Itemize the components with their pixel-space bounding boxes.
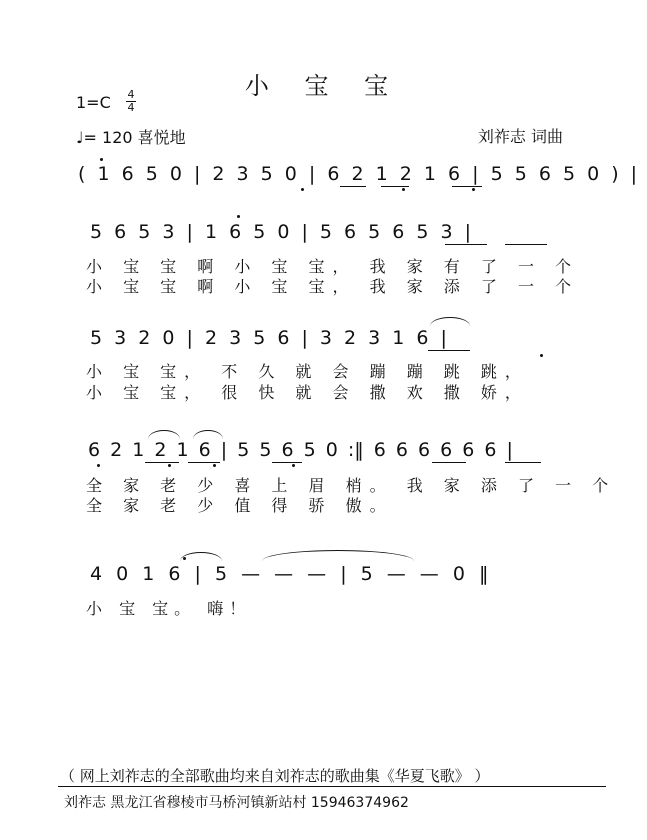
footer-divider [58,786,606,787]
high-octave-dot [100,158,103,161]
line2-lyric1: 小 宝 宝， 不 久 就 会 蹦 蹦 跳 跳， [86,362,529,381]
eighth-underline [272,462,302,463]
line1-notes: 5 6 5 3 | 1 6 5 0 | 5 6 5 6 5 3 | [90,221,472,243]
low-octave-dot [472,188,475,191]
low-octave-dot [540,354,543,357]
line2-notes: 5 3 2 0 | 2 3 5 6 | 3 2 3 1 6 | [90,327,447,349]
low-octave-dot [97,464,100,467]
high-octave-dot [237,215,240,218]
time-signature-bottom: 4 [127,101,135,114]
line1-lyric2: 小 宝 宝 啊 小 宝 宝， 我 家 添 了 一 个 [86,277,580,296]
low-octave-dot [213,464,216,467]
low-octave-dot [168,464,171,467]
eighth-underline [145,462,179,463]
line4-lyric1: 小 宝 宝。 嗨！ [86,599,252,618]
line3-lyric2: 全 家 老 少 值 得 骄 傲。 [86,496,394,515]
low-octave-dot [292,464,295,467]
eighth-underline [505,462,541,463]
slur [430,317,470,326]
footer-note: （ 网上刘祚志的全部歌曲均来自刘祚志的歌曲集《华夏飞歌》 ） [60,767,490,785]
high-octave-dot [183,557,186,560]
key-signature: 1=C [76,93,111,112]
eighth-underline [188,462,220,463]
eighth-underline [340,186,366,187]
eighth-underline [445,244,487,245]
line3-notes: 6 2 1 2 1 6 | 5 5 6 5 0 :‖ 6 6 6 6 6 6 | [88,439,513,461]
tempo-marking: ♩= 120 喜悦地 [76,128,186,147]
time-signature-top: 4 [127,88,135,101]
eighth-underline [381,186,409,187]
footer-address: 刘祚志 黑龙江省穆棱市马桥河镇新站村 15946374962 [64,795,409,811]
slur [148,430,180,439]
eighth-underline [505,244,547,245]
line2-lyric2: 小 宝 宝， 很 快 就 会 撒 欢 撒 娇， [86,383,529,402]
eighth-underline [428,350,470,351]
composer-credit: 刘祚志 词曲 [477,127,563,146]
line4-notes: 4 0 1 6 | 5 — — — | 5 — — 0 ‖ [90,563,489,585]
line1-lyric1: 小 宝 宝 啊 小 宝 宝， 我 家 有 了 一 个 [86,257,580,276]
intro-notes: ( 1 6 5 0 | 2 3 5 0 | 6 2 1 2 1 6 | 5 5 6 5 0 ) | [78,163,641,185]
time-signature [124,89,138,114]
eighth-underline [452,186,482,187]
slur [180,552,222,561]
line3-lyric1: 全 家 老 少 喜 上 眉 梢。 我 家 添 了 一 个 [86,476,617,495]
tie [262,550,414,561]
song-title: 小 宝 宝 [244,72,403,100]
slur [193,430,223,439]
eighth-underline [432,462,466,463]
low-octave-dot [402,188,405,191]
low-octave-dot [301,188,304,191]
